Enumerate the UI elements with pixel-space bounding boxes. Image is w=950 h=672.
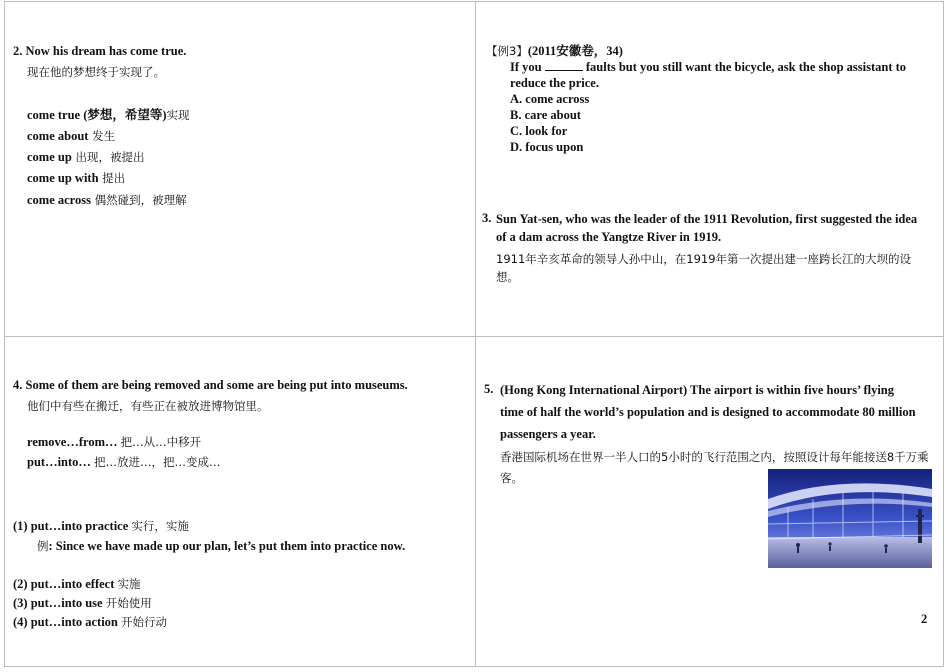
q5-number: 5. — [484, 382, 494, 396]
airport-terminal-illustration — [768, 469, 932, 568]
phrase-zh: 把…放进…，把…变成… — [94, 455, 221, 469]
q4-item — [13, 576, 141, 592]
q4-item — [13, 614, 167, 630]
q4-phrase — [27, 454, 221, 470]
q2-phrase — [27, 128, 115, 144]
q5-sentence: (Hong Kong International Airport) The airport is within five hours’ flying time of half the world’s population and is designed to accommodate 80 million passengers a year. — [500, 383, 916, 441]
q4-item — [13, 518, 189, 534]
q2-translation: 现在他的梦想终于实现了。 — [27, 65, 165, 79]
q4-translation: 他们中有些在搬迁，有些正在被放进博物馆里。 — [27, 399, 269, 413]
airport-photo — [768, 469, 932, 568]
bracket-close: 】 — [516, 44, 528, 58]
item-zh: 开始使用 — [105, 596, 152, 610]
phrase-zh: 出现，被提出 — [71, 150, 145, 164]
example3-question — [510, 59, 935, 91]
phrase-en: come up with — [27, 171, 99, 185]
question-before: If you — [510, 60, 545, 74]
item-en: (1) put…into practice — [13, 519, 132, 533]
vertical-divider — [475, 1, 476, 667]
phrase-zh: 偶然碰到，被理解 — [90, 193, 187, 207]
question-after: faults but you still want the bicycle, ask the shop assistant to reduce the price. — [510, 60, 907, 90]
answer-blank — [545, 59, 583, 71]
item-zh: 实行，实施 — [131, 519, 189, 533]
q4-phrase — [27, 434, 201, 450]
q3-sentence: Sun Yat-sen, who was the leader of the 1911 Revolution, first suggested the idea of a dam across the Yangtze River in 1919. — [496, 212, 918, 244]
q4-item — [13, 595, 152, 611]
option-c: C. look for — [510, 124, 568, 138]
item-zh: 开始行动 — [121, 615, 167, 629]
example3-heading — [486, 43, 623, 59]
phrase-en: remove…from… — [27, 435, 121, 449]
phrase-zh: 发生 — [88, 129, 116, 143]
example-text: : Since we have made up our plan, let’s put them into practice now. — [48, 539, 406, 553]
q3-translation: 1911年辛亥革命的领导人孙中山，在1919年第一次提出建一座跨长江的大坝的设想。 — [496, 252, 912, 284]
item-en: (2) put…into effect — [13, 577, 118, 591]
item-zh: 实施 — [117, 577, 141, 591]
phrase-en: put…into… — [27, 455, 95, 469]
q2-phrase — [27, 149, 144, 165]
example-label: 例 — [37, 539, 49, 553]
q5-translation: 香港国际机场在世界一半人口的5小时的飞行范围之内，按照设计每年能接送8千万乘客。 — [500, 450, 929, 485]
phrase-en: come about — [27, 129, 89, 143]
option-b: B. care about — [510, 108, 581, 122]
item-en: (3) put…into use — [13, 596, 106, 610]
q2-sentence: 2. Now his dream has come true. — [13, 44, 187, 58]
horizontal-divider — [4, 336, 944, 337]
q2-phrase — [27, 107, 190, 123]
item-en: (4) put…into action — [13, 615, 121, 629]
phrase-en: come true (梦想，希望等) — [27, 108, 167, 122]
option-d: D. focus upon — [510, 140, 584, 154]
phrase-en: come up — [27, 150, 72, 164]
page-number: 2 — [921, 612, 928, 626]
example-source: (2011安徽卷，34) — [527, 44, 623, 58]
q2-phrase — [27, 192, 187, 208]
example-label: 例3 — [497, 44, 517, 58]
bracket-open: 【 — [486, 44, 498, 58]
phrase-zh: 提出 — [98, 171, 126, 185]
option-a: A. come across — [510, 92, 590, 106]
q3-number: 3. — [482, 211, 492, 225]
q4-example — [37, 538, 405, 554]
q4-sentence: 4. Some of them are being removed and some are being put into museums. — [13, 378, 408, 392]
phrase-zh: 把…从…中移开 — [120, 435, 202, 449]
q2-phrase — [27, 170, 125, 186]
phrase-zh: 实现 — [166, 108, 190, 122]
phrase-en: come across — [27, 193, 91, 207]
